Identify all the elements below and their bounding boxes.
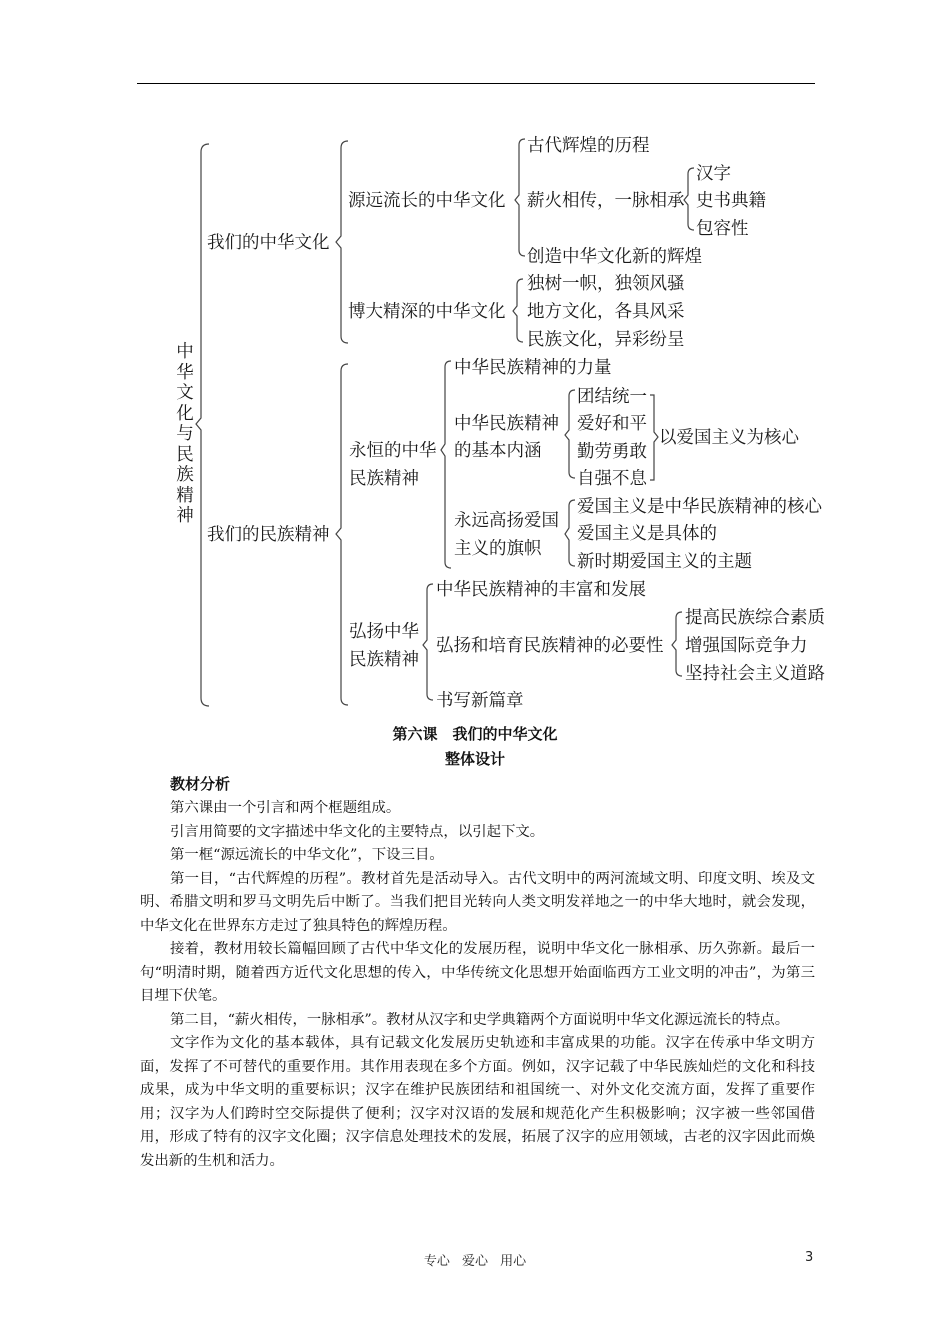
bracket-b1 xyxy=(336,141,348,343)
paragraph: 第二目，“薪火相传，一脉相承”。教材从汉字和史学典籍两个方面说明中华文化源远流长的特点。 xyxy=(170,1011,790,1028)
node-spirit-power: 中华民族精神的力量 xyxy=(454,358,612,378)
branch-national-spirit: 我们的民族精神 xyxy=(207,525,330,545)
paragraph: 文字作为文化的基本载体，具有记载文化发展历史轨迹和丰富成果的功能。汉字在传承中华文明方面，发挥了不可替代的重要作用。其作用表现在多个方面。例如，汉字记载了中华民族灿烂的文化和科技成果，成为中华文明的重要标识；汉字在维护民族团结和祖国统一、对外文化交流方面，发挥了重要作用；汉字为人们跨时空交际提供了便利；汉字对汉语的发展和规范化产生积极影响；汉字被一些邻国借用，形成了特有的汉字文化圈；汉字信息处理技术的发展，拓展了汉字的应用领域，古老的汉字因此而焕发出新的生机和活力。 xyxy=(140,1035,815,1169)
page-footer: 专心 爱心 用心 xyxy=(423,1254,527,1269)
lesson-subtitle: 整体设计 xyxy=(444,750,505,768)
node-ancient-glory: 古代辉煌的历程 xyxy=(527,136,650,156)
node-necessity: 弘扬和培育民族精神的必要性 xyxy=(436,636,664,656)
node-enrich-develop: 中华民族精神的丰富和发展 xyxy=(436,580,646,600)
node-competitiveness: 增强国际竞争力 xyxy=(685,636,808,656)
paragraph: 引言用简要的文字描述中华文化的主要特点，以引起下文。 xyxy=(170,823,545,840)
paragraph: 接着，教材用较长篇幅回顾了古代中华文化的发展历程，说明中华文化一脉相承、历久弥新。最后一句“明清时期，随着西方近代文化思想的传入，中华传统文化思想开始面临西方工业文明的冲击”，为第三目埋下伏笔。 xyxy=(140,941,815,1004)
node-unity: 团结统一 xyxy=(577,387,647,407)
root-label: 中华文化与民族精神 xyxy=(176,342,194,526)
bracket-b1-s1 xyxy=(515,139,525,256)
bracket-b2-s1 xyxy=(441,361,451,568)
node-diligence: 勤劳勇敢 xyxy=(577,442,647,462)
node-long-history-culture: 源远流长的中华文化 xyxy=(348,191,506,211)
page-number: 3 xyxy=(805,1250,814,1265)
node-local-culture: 地方文化，各具风采 xyxy=(527,302,685,322)
bracket-b2-s1-sub1 xyxy=(565,390,575,478)
body-text xyxy=(140,797,815,1173)
node-unique-leading: 独树一帜，独领风骚 xyxy=(527,274,685,294)
bracket-b2-s1-core xyxy=(650,395,658,480)
node-basic-connotation-line1: 中华民族精神 xyxy=(454,414,559,434)
lesson-title: 第六课 我们的中华文化 xyxy=(392,725,558,743)
node-patriotism-theme: 新时期爱国主义的主题 xyxy=(577,552,752,572)
node-basic-connotation-line2: 的基本内涵 xyxy=(454,441,542,461)
node-improve-quality: 提高民族综合素质 xyxy=(685,608,825,628)
node-peace: 爱好和平 xyxy=(577,414,647,434)
paragraph: 第一目，“古代辉煌的历程”。教材首先是活动导入。古代文明中的两河流域文明、印度文明、埃及文明、希腊文明和罗马文明先后中断了。当我们把目光转向人类文明发祥地之一的中华大地时，就会发现，中华文化在世界东方走过了独具特色的辉煌历程。 xyxy=(140,870,815,934)
node-carry-forward-line1: 弘扬中华 xyxy=(349,622,419,642)
node-carry-forward-line2: 民族精神 xyxy=(349,650,419,670)
node-socialist-road: 坚持社会主义道路 xyxy=(685,664,825,684)
bracket-b1-s1-sub xyxy=(684,168,694,230)
node-new-chapter: 书写新篇章 xyxy=(436,691,524,711)
node-eternal-spirit-line1: 永恒的中华 xyxy=(349,441,437,461)
node-patriotism-banner-line2: 主义的旗帜 xyxy=(454,539,542,559)
node-passing-torch: 薪火相传，一脉相承 xyxy=(527,191,685,211)
bracket-b2-s2 xyxy=(423,584,433,700)
node-patriotism-is-core: 爱国主义是中华民族精神的核心 xyxy=(577,497,822,517)
node-chinese-characters: 汉字 xyxy=(696,164,731,184)
bracket-root xyxy=(196,144,209,706)
bracket-b2-s2-sub xyxy=(672,612,682,676)
paragraph: 第六课由一个引言和两个框题组成。 xyxy=(170,800,401,816)
node-patriotism-concrete: 爱国主义是具体的 xyxy=(577,524,717,544)
branch-chinese-culture: 我们的中华文化 xyxy=(207,233,330,253)
node-ethnic-culture: 民族文化，异彩纷呈 xyxy=(527,330,685,350)
node-eternal-spirit-line2: 民族精神 xyxy=(349,469,419,489)
node-new-glory: 创造中华文化新的辉煌 xyxy=(527,247,702,267)
section-title: 教材分析 xyxy=(170,775,231,793)
node-broad-profound-culture: 博大精深的中华文化 xyxy=(348,302,506,322)
bracket-b1-s2 xyxy=(513,279,523,342)
node-inclusiveness: 包容性 xyxy=(696,219,749,239)
paragraph: 第一框“源远流长的中华文化”，下设三目。 xyxy=(170,847,444,863)
node-self-strengthening: 自强不息 xyxy=(577,469,647,489)
node-patriotism-banner-line1: 永远高扬爱国 xyxy=(454,511,559,531)
node-historical-books: 史书典籍 xyxy=(696,191,766,211)
bracket-b2 xyxy=(336,364,348,705)
bracket-b2-s1-sub2 xyxy=(565,500,575,566)
node-patriotism-core: 以爱国主义为核心 xyxy=(659,428,799,448)
